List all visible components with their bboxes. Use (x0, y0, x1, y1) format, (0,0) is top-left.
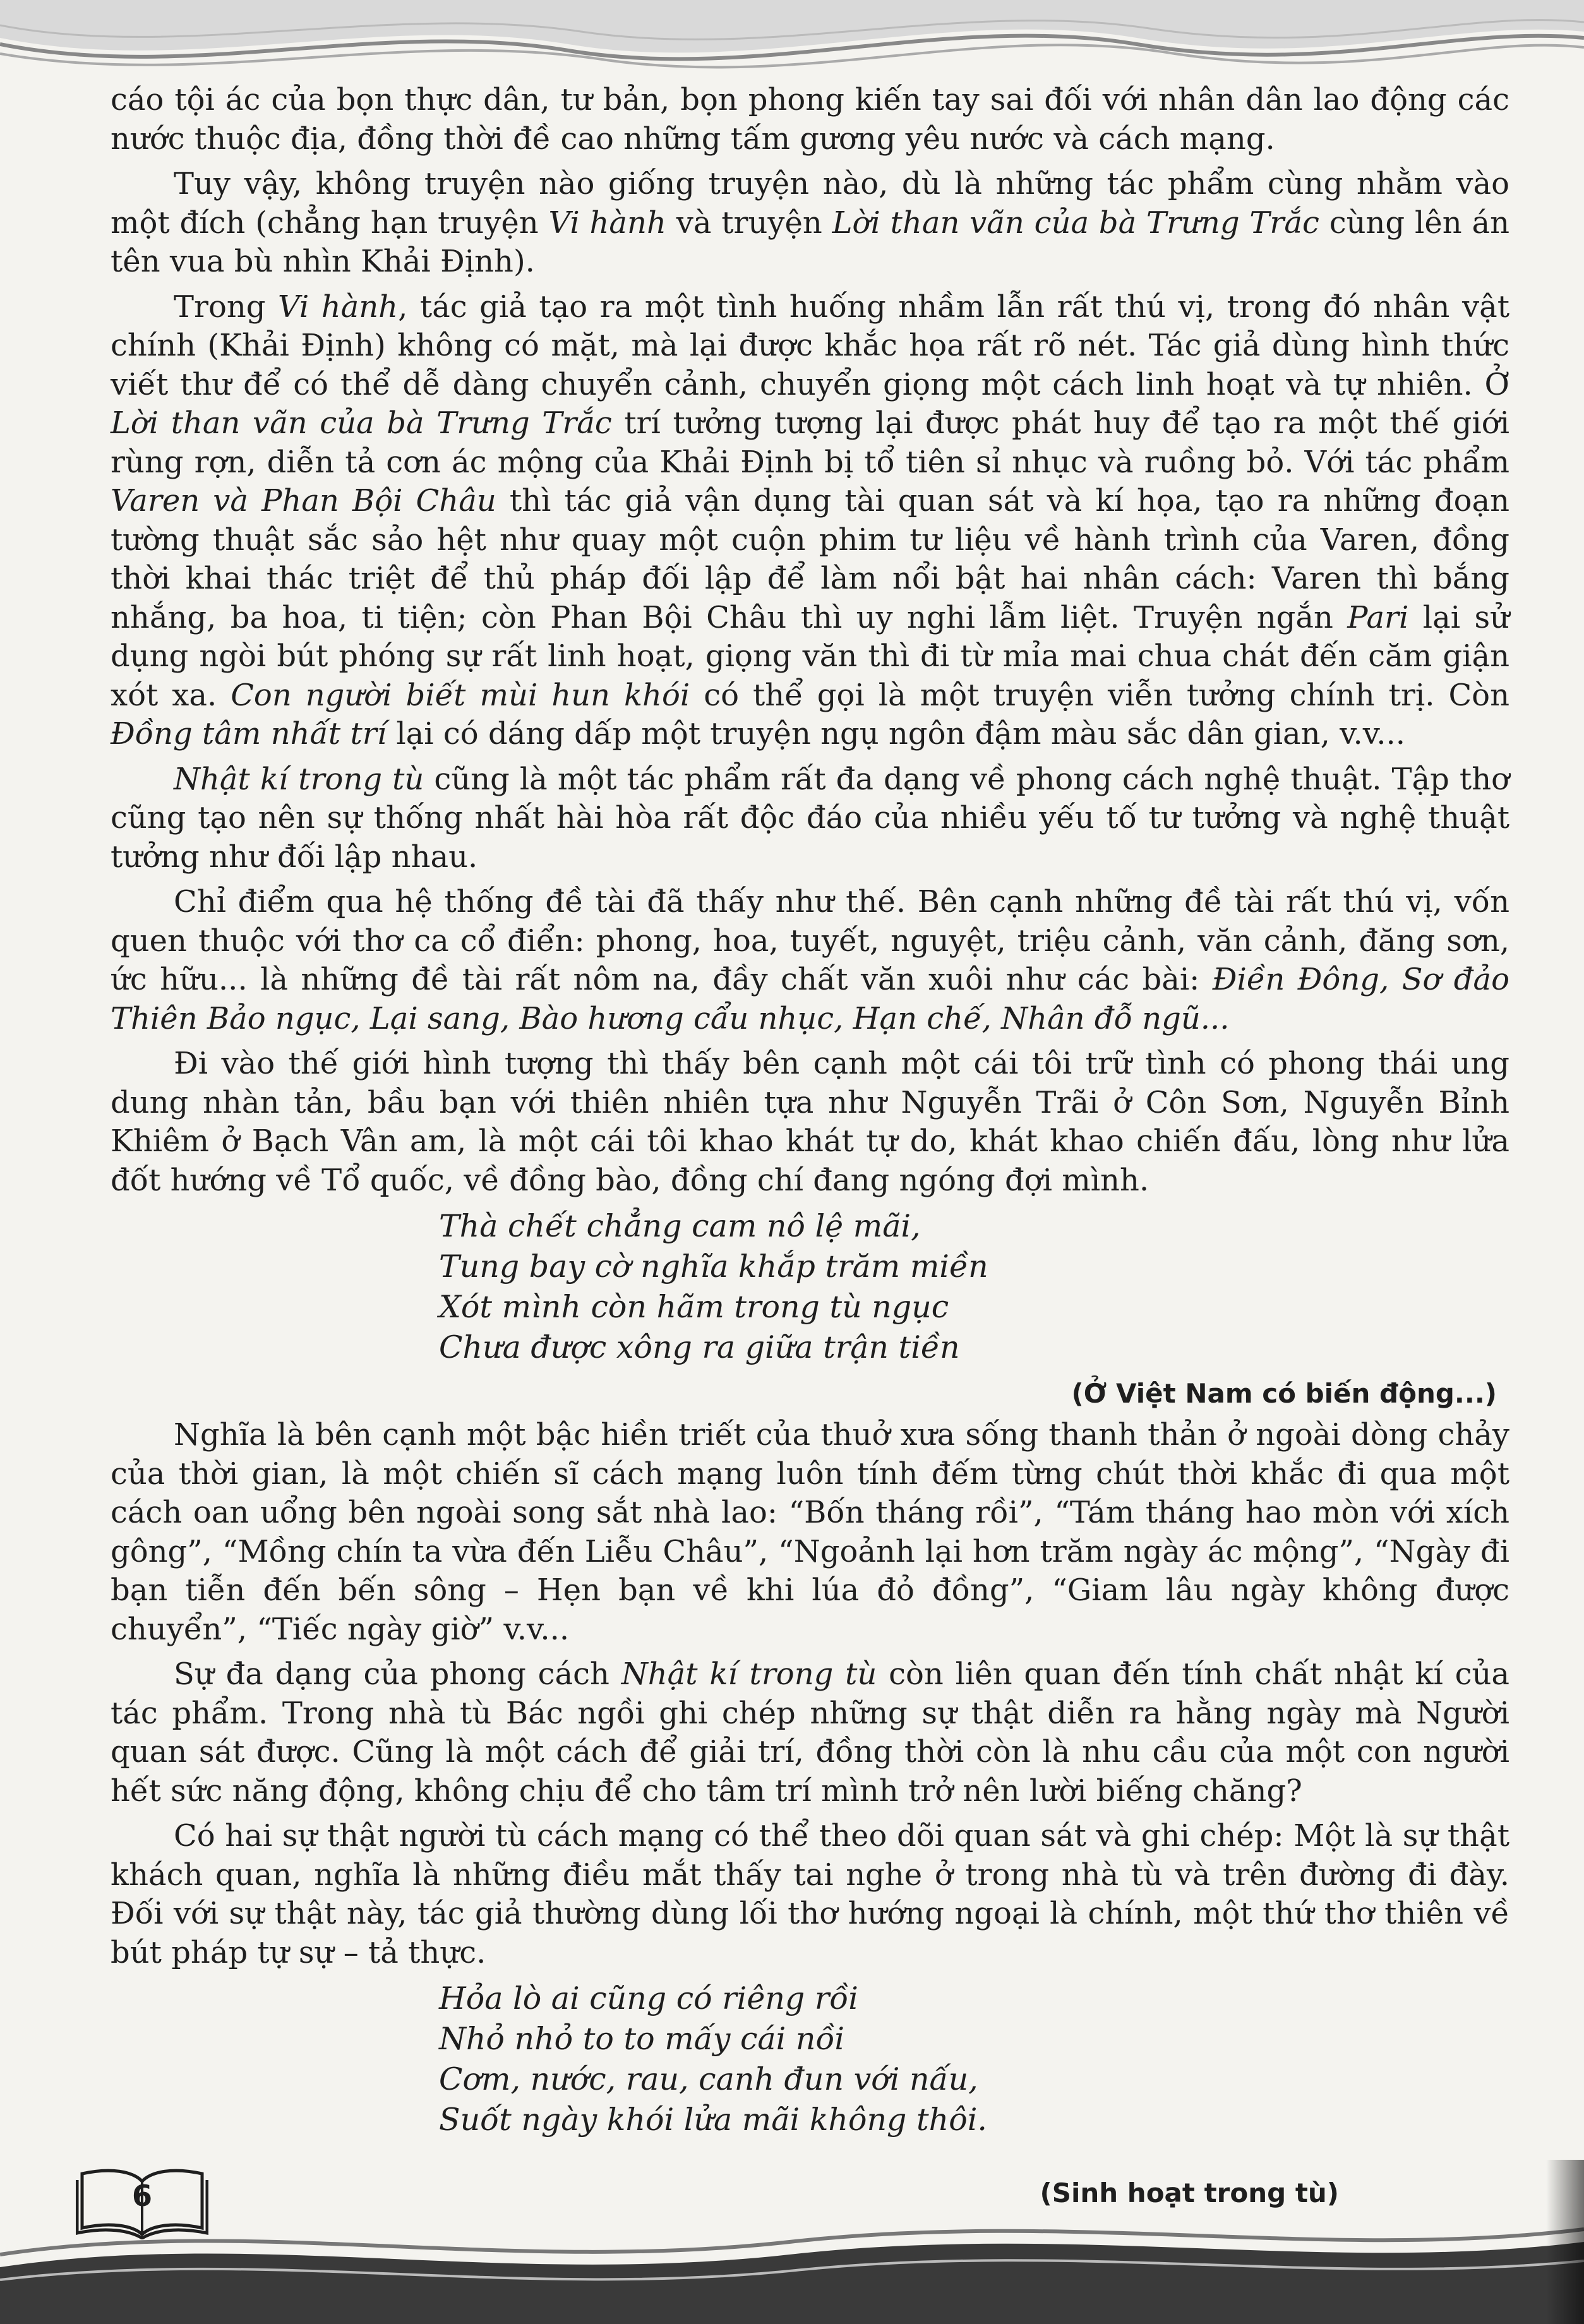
work-title: Varen và Phan Bội Châu (111, 483, 496, 518)
paragraph (111, 81, 1509, 159)
paragraph-text: Chỉ điểm qua hệ thống đề tài đã thấy như thế. Bên cạnh những đề tài rất thú vị, vốn quen thuộc với thơ ca cổ điển: phong, hoa, tuyết, nguyệt, triệu cảnh, văn cảnh, đăng sơn, ức hữu... là những đề tài rất nôm na, đầy chất văn xuôi như các bài: (111, 884, 1509, 997)
paragraph-text: lại có dáng dấp một truyện ngụ ngôn đậm màu sắc dân gian, v.v... (387, 716, 1405, 752)
work-title: Nhật kí trong tù (174, 761, 424, 797)
bottom-wave-decoration (0, 2191, 1584, 2324)
work-title: Con người biết mùi hun khói (231, 677, 690, 713)
poem-line: Suốt ngày khói lửa mãi không thôi. (439, 2102, 987, 2138)
paragraph (111, 1655, 1509, 1811)
work-title: Nhật kí trong tù (621, 1656, 877, 1692)
poem-excerpt (439, 1206, 1509, 1368)
paragraph-text: , tác giả tạo ra một tình huống nhầm lẫn rất thú vị, trong đó nhân vật chính (Khải Định) không có mặt, mà lại được khắc họa rất rõ nét. Tác giả dùng hình thức viết thư để có thể dễ dàng chuyển cảnh, chuyển giọng một cách linh hoạt và tự nhiên. Ở (111, 289, 1510, 402)
work-title: Pari (1347, 599, 1409, 635)
paragraph-text: cùng lên án tên vua bù nhìn Khải Định). (111, 205, 1509, 279)
paragraph-text: và truyện (666, 205, 832, 241)
page-number-badge (76, 2165, 208, 2239)
paragraph-text: Có hai sự thật người tù cách mạng có thể theo dõi quan sát và ghi chép: Một là sự thật khách quan, nghĩa là những điều mắt thấy tai nghe ở trong nhà tù và trên đường đi đày. Đối với sự thật này, tác giả thường dùng lối thơ hướng ngoại là chính, một thứ thơ thiên về bút pháp tự sự – tả thực. (111, 1818, 1509, 1970)
work-title: Điền Đông, Sơ đảo Thiên Bảo ngục, Lại sang, Bào hương cẩu nhục, Hạn chế, Nhân đỗ ngũ... (111, 962, 1510, 1036)
paragraph (111, 760, 1509, 877)
page-body (111, 81, 1509, 2147)
paragraph-text: Trong (174, 289, 279, 325)
poem-line: Cơm, nước, rau, canh đun với nấu, (439, 2061, 978, 2097)
work-title: Vi hành (278, 289, 399, 325)
work-title: Lời than vãn của bà Trưng Trắc (111, 405, 612, 441)
top-wave-decoration (0, 0, 1584, 88)
paragraph (111, 883, 1509, 1038)
paragraph-text: Tuy vậy, không truyện nào giống truyện nào, dù là những tác phẩm cùng nhằm vào một đích (chẳng hạn truyện (111, 166, 1509, 241)
poem-source: (Ở Việt Nam có biến động...) (1071, 1378, 1497, 1409)
paragraph-text: Đi vào thế giới hình tượng thì thấy bên cạnh một cái tôi trữ tình có phong thái ung dung nhàn tản, bầu bạn với thiên nhiên tựa như Nguyễn Trãi ở Côn Sơn, Nguyễn Bỉnh Khiêm ở Bạch Vân am, là một cái tôi khao khát tự do, khát khao chiến đấu, lòng như lửa đốt hướng về Tổ quốc, về đồng bào, đồng chí đang ngóng đợi mình. (111, 1046, 1509, 1198)
paragraph (111, 165, 1509, 282)
paragraph (111, 288, 1509, 754)
paragraph-text: còn liên quan đến tính chất nhật kí của tác phẩm. Trong nhà tù Bác ngồi ghi chép những sự thật diễn ra hằng ngày mà Người quan sát được. Cũng là một cách để giải trí, đồng thời còn là nhu cầu của một con người hết sức năng động, không chịu để cho tâm trí mình trở nên lười biếng chăng? (111, 1656, 1510, 1809)
work-title: Đồng tâm nhất trí (111, 716, 387, 752)
paragraph-text: trí tưởng tượng lại được phát huy để tạo ra một thế giới rùng rợn, diễn tả cơn ác mộng của Khải Định bị tổ tiên sỉ nhục và ruồng bỏ. Với tác phẩm (111, 405, 1509, 480)
paragraph-text: có thể gọi là một truyện viễn tưởng chính trị. Còn (690, 677, 1509, 713)
page-edge-shadow (1546, 2160, 1584, 2324)
work-title: Vi hành (548, 205, 666, 241)
poem-line: Tung bay cờ nghĩa khắp trăm miền (439, 1249, 988, 1285)
paragraph (111, 1817, 1509, 1972)
poem-line: Thà chết chẳng cam nô lệ mãi, (439, 1208, 921, 1244)
poem-excerpt (439, 1979, 1509, 2140)
poem-line: Chưa được xông ra giữa trận tiền (439, 1329, 960, 1365)
paragraph-text: thì tác giả vận dụng tài quan sát và kí họa, tạo ra những đoạn tường thuật sắc sảo hệt như quay một cuộn phim tư liệu về hành trình của Varen, đồng thời khai thác triệt để thủ pháp đối lập để làm nổi bật hai nhân cách: Varen thì bắng nhắng, ba hoa, ti tiện; còn Phan Bội Châu thì uy nghi lẫm liệt. Truyện ngắn (111, 483, 1509, 635)
paragraph-text: Nghĩa là bên cạnh một bậc hiền triết của thuở xưa sống thanh thản ở ngoài dòng chảy của thời gian, là một chiến sĩ cách mạng luôn tính đếm từng chút thời khắc đi qua một cách oan uổng bên ngoài song sắt nhà lao: “Bốn tháng rồi”, “Tám tháng hao mòn với xích gông”, “Mồng chín ta vừa đến Liễu Châu”, “Ngoảnh lại hơn trăm ngày ác mộng”, “Ngày đi bạn tiễn đến bến sông – Hẹn bạn về khi lúa đỏ đồng”, “Giam lâu ngày không được chuyển”, “Tiếc ngày giờ” v.v... (111, 1417, 1509, 1647)
paragraph-text: cáo tội ác của bọn thực dân, tư bản, bọn phong kiến tay sai đối với nhân dân lao động các nước thuộc địa, đồng thời đề cao những tấm gương yêu nước và cách mạng. (111, 82, 1509, 157)
paragraph (111, 1045, 1509, 1200)
poem-line: Hỏa lò ai cũng có riêng rồi (439, 1980, 858, 2016)
poem-line: Xót mình còn hãm trong tù ngục (439, 1289, 949, 1325)
poem-line: Nhỏ nhỏ to to mấy cái nồi (439, 2021, 845, 2057)
paragraph-text: cũng là một tác phẩm rất đa dạng về phong cách nghệ thuật. Tập thơ cũng tạo nên sự thống nhất hài hòa rất độc đáo của nhiều yếu tố tư tưởng và nghệ thuật tưởng như đối lập nhau. (111, 761, 1510, 875)
paragraph-text: lại sử dụng ngòi bút phóng sự rất linh hoạt, giọng văn thì đi từ mỉa mai chua chát đến căm giận xót xa. (111, 599, 1509, 713)
work-title: Lời than vãn của bà Trưng Trắc (832, 205, 1319, 241)
paragraph-text: Sự đa dạng của phong cách (174, 1656, 621, 1692)
page-number: 6 (131, 2179, 152, 2213)
poem-source: (Sinh hoạt trong tù) (1040, 2177, 1339, 2208)
paragraph (111, 1416, 1509, 1649)
